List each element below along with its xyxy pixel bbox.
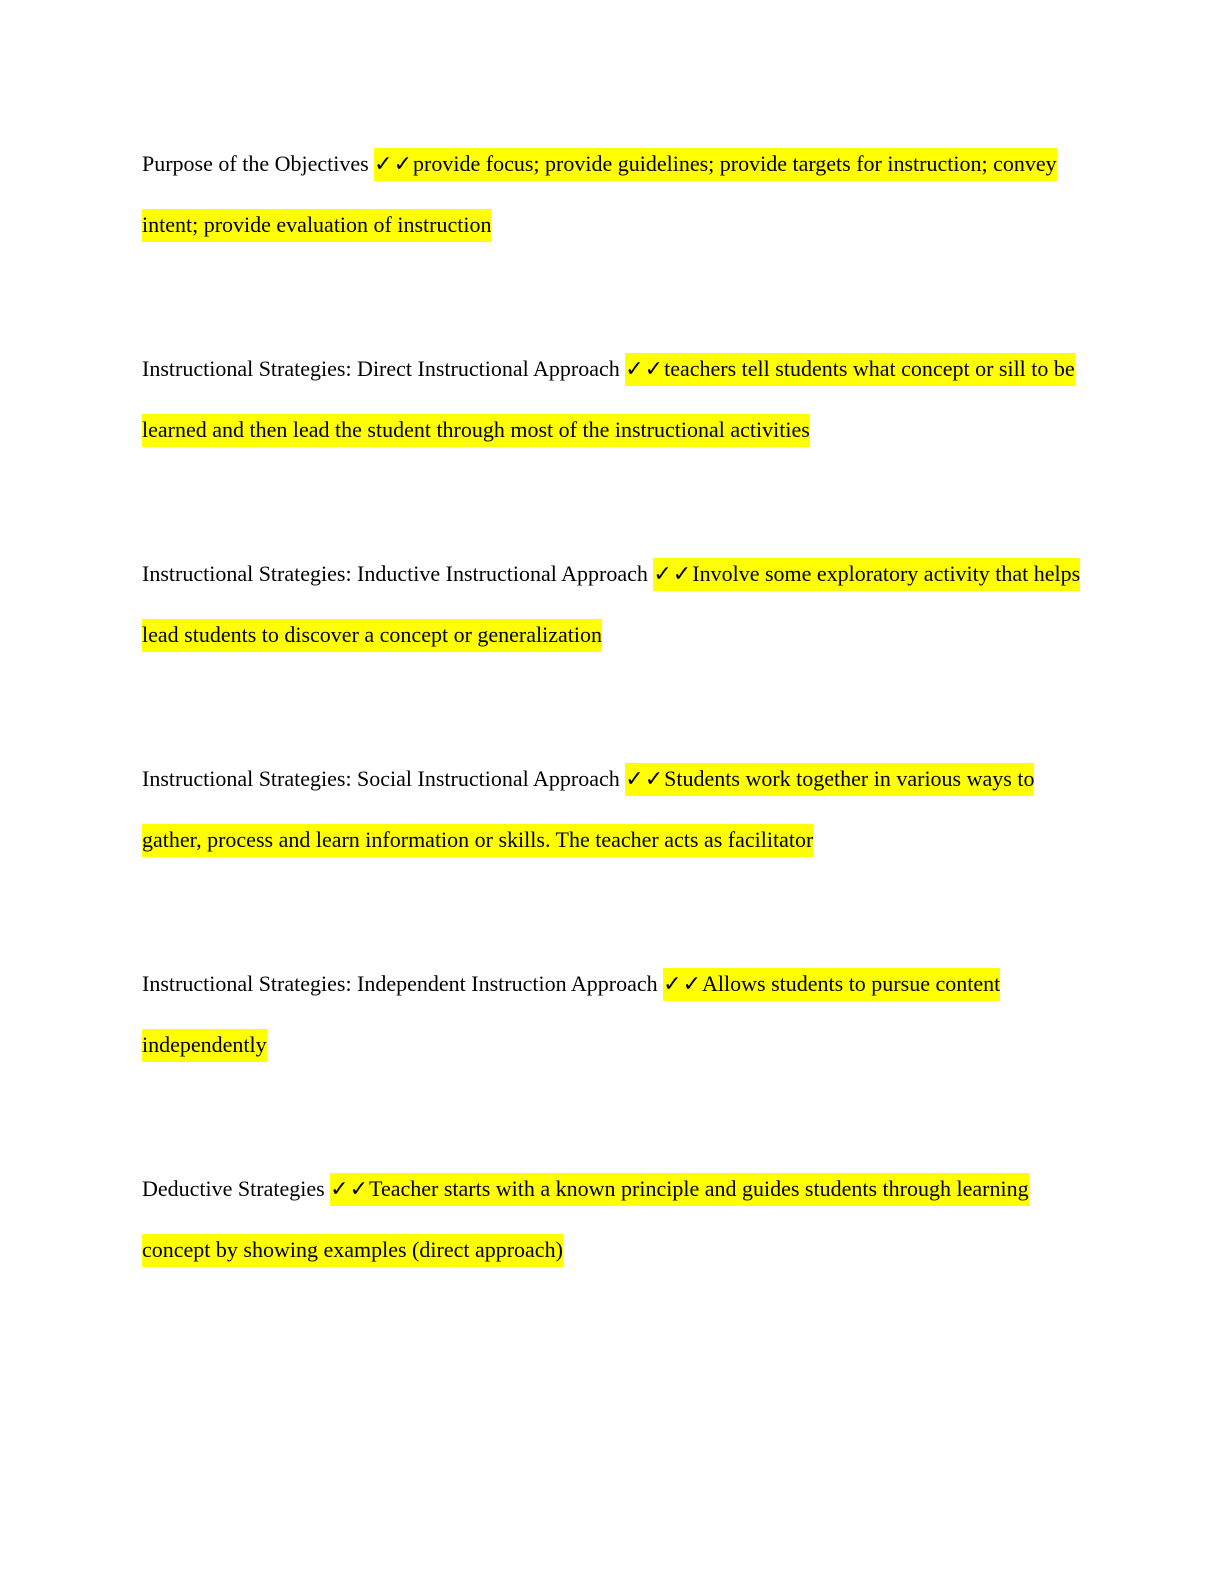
entry-answer-text: Students work together in various ways to gather, process and learn information or skills. The teacher acts as facilitator (142, 766, 1035, 852)
double-check-icon: ✓✓ (663, 972, 703, 997)
document-page (142, 134, 1082, 1364)
entry-answer-text: provide focus; provide guidelines; provide targets for instruction; convey intent; provide evaluation of instruction (142, 151, 1057, 237)
entry-term: Deductive Strategies (142, 1176, 325, 1201)
entry-inductive-instructional-approach (142, 544, 1082, 664)
entry-term: Instructional Strategies: Independent Instruction Approach (142, 971, 658, 996)
entry-deductive-strategies (142, 1159, 1082, 1279)
entry-answer-text: Involve some exploratory activity that helps lead students to discover a concept or generalization (142, 561, 1081, 647)
entry-term: Instructional Strategies: Direct Instructional Approach (142, 356, 620, 381)
entry-purpose-of-objectives (142, 134, 1082, 254)
entry-direct-instructional-approach (142, 339, 1082, 459)
entry-term: Instructional Strategies: Inductive Instructional Approach (142, 561, 648, 586)
double-check-icon: ✓✓ (653, 562, 693, 587)
entry-social-instructional-approach (142, 749, 1082, 869)
entry-term: Purpose of the Objectives (142, 151, 369, 176)
entry-answer-text: Allows students to pursue content independently (142, 971, 1001, 1057)
double-check-icon: ✓✓ (625, 357, 665, 382)
entry-independent-instruction-approach (142, 954, 1082, 1074)
entry-term: Instructional Strategies: Social Instructional Approach (142, 766, 620, 791)
double-check-icon: ✓✓ (625, 767, 665, 792)
entry-answer-text: Teacher starts with a known principle and guides students through learning concept by showing examples (direct approach) (142, 1176, 1029, 1262)
entry-answer-text: teachers tell students what concept or sill to be learned and then lead the student through most of the instructional activities (142, 356, 1075, 442)
double-check-icon: ✓✓ (374, 152, 414, 177)
double-check-icon: ✓✓ (330, 1177, 370, 1202)
